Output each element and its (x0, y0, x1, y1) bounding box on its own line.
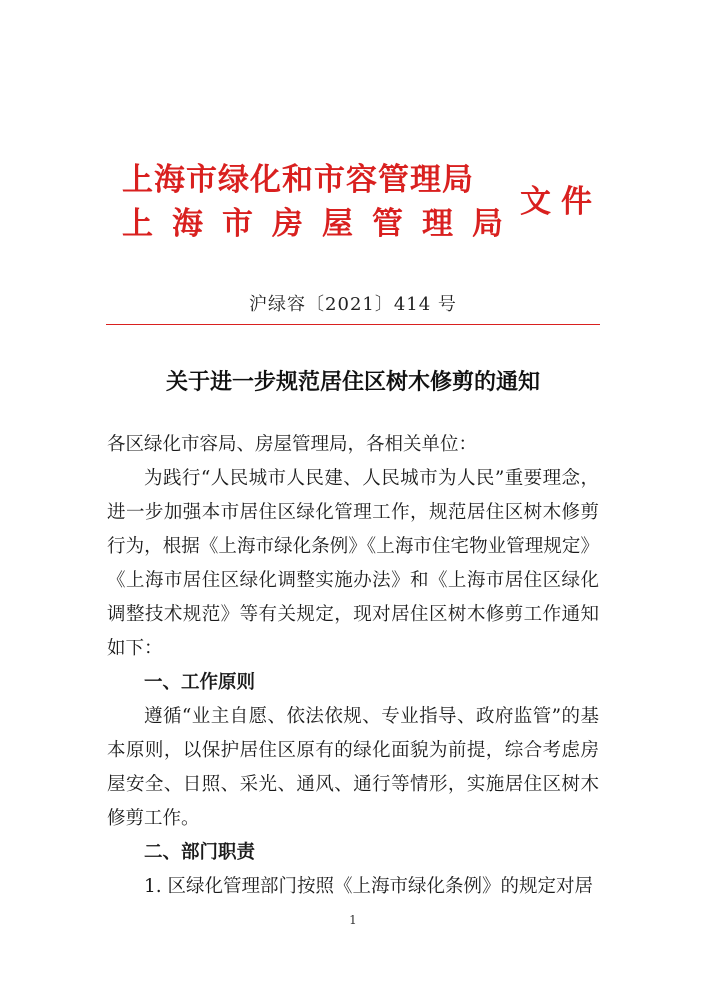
principles-paragraph: 遵循“业主自愿、依法依规、专业指导、政府监管”的基本原则，以保护居住区原有的绿化面貌为前提，综合考虑房屋安全、日照、采光、通风、通行等情形，实施居住区树木修剪工作。 (107, 706, 599, 829)
issuing-org-greening: 上海市绿化和市容管理局 (122, 162, 474, 198)
document-number: 沪绿容〔2021〕414 号 (249, 294, 457, 315)
section-heading-responsibilities: 二、部门职责 (144, 842, 256, 863)
document-header (122, 160, 602, 250)
intro-paragraph: 为践行“人民城市人民建、人民城市为人民”重要理念，进一步加强本市居住区绿化管理工作，规范居住区树木修剪行为，根据《上海市绿化条例》《上海市住宅物业管理规定》《上海市居住区绿化调整实施办法》和《上海市居住区绿化调整技术规范》等有关规定，现对居住区树木修剪工作通知如下： (107, 468, 599, 659)
section-heading-principles: 一、工作原则 (144, 672, 256, 693)
responsibilities-item-1: 1. 区绿化管理部门按照《上海市绿化条例》的规定对居 (144, 876, 594, 897)
header-divider (106, 324, 600, 325)
issuing-org-housing: 上海市房屋管理局 (122, 206, 522, 242)
notice-title: 关于进一步规范居住区树木修剪的通知 (165, 370, 540, 395)
document-suffix: 文件 (520, 184, 602, 220)
salutation: 各区绿化市容局、房屋管理局，各相关单位： (107, 434, 478, 455)
document-body (107, 428, 599, 904)
page-number: 1 (349, 913, 357, 927)
